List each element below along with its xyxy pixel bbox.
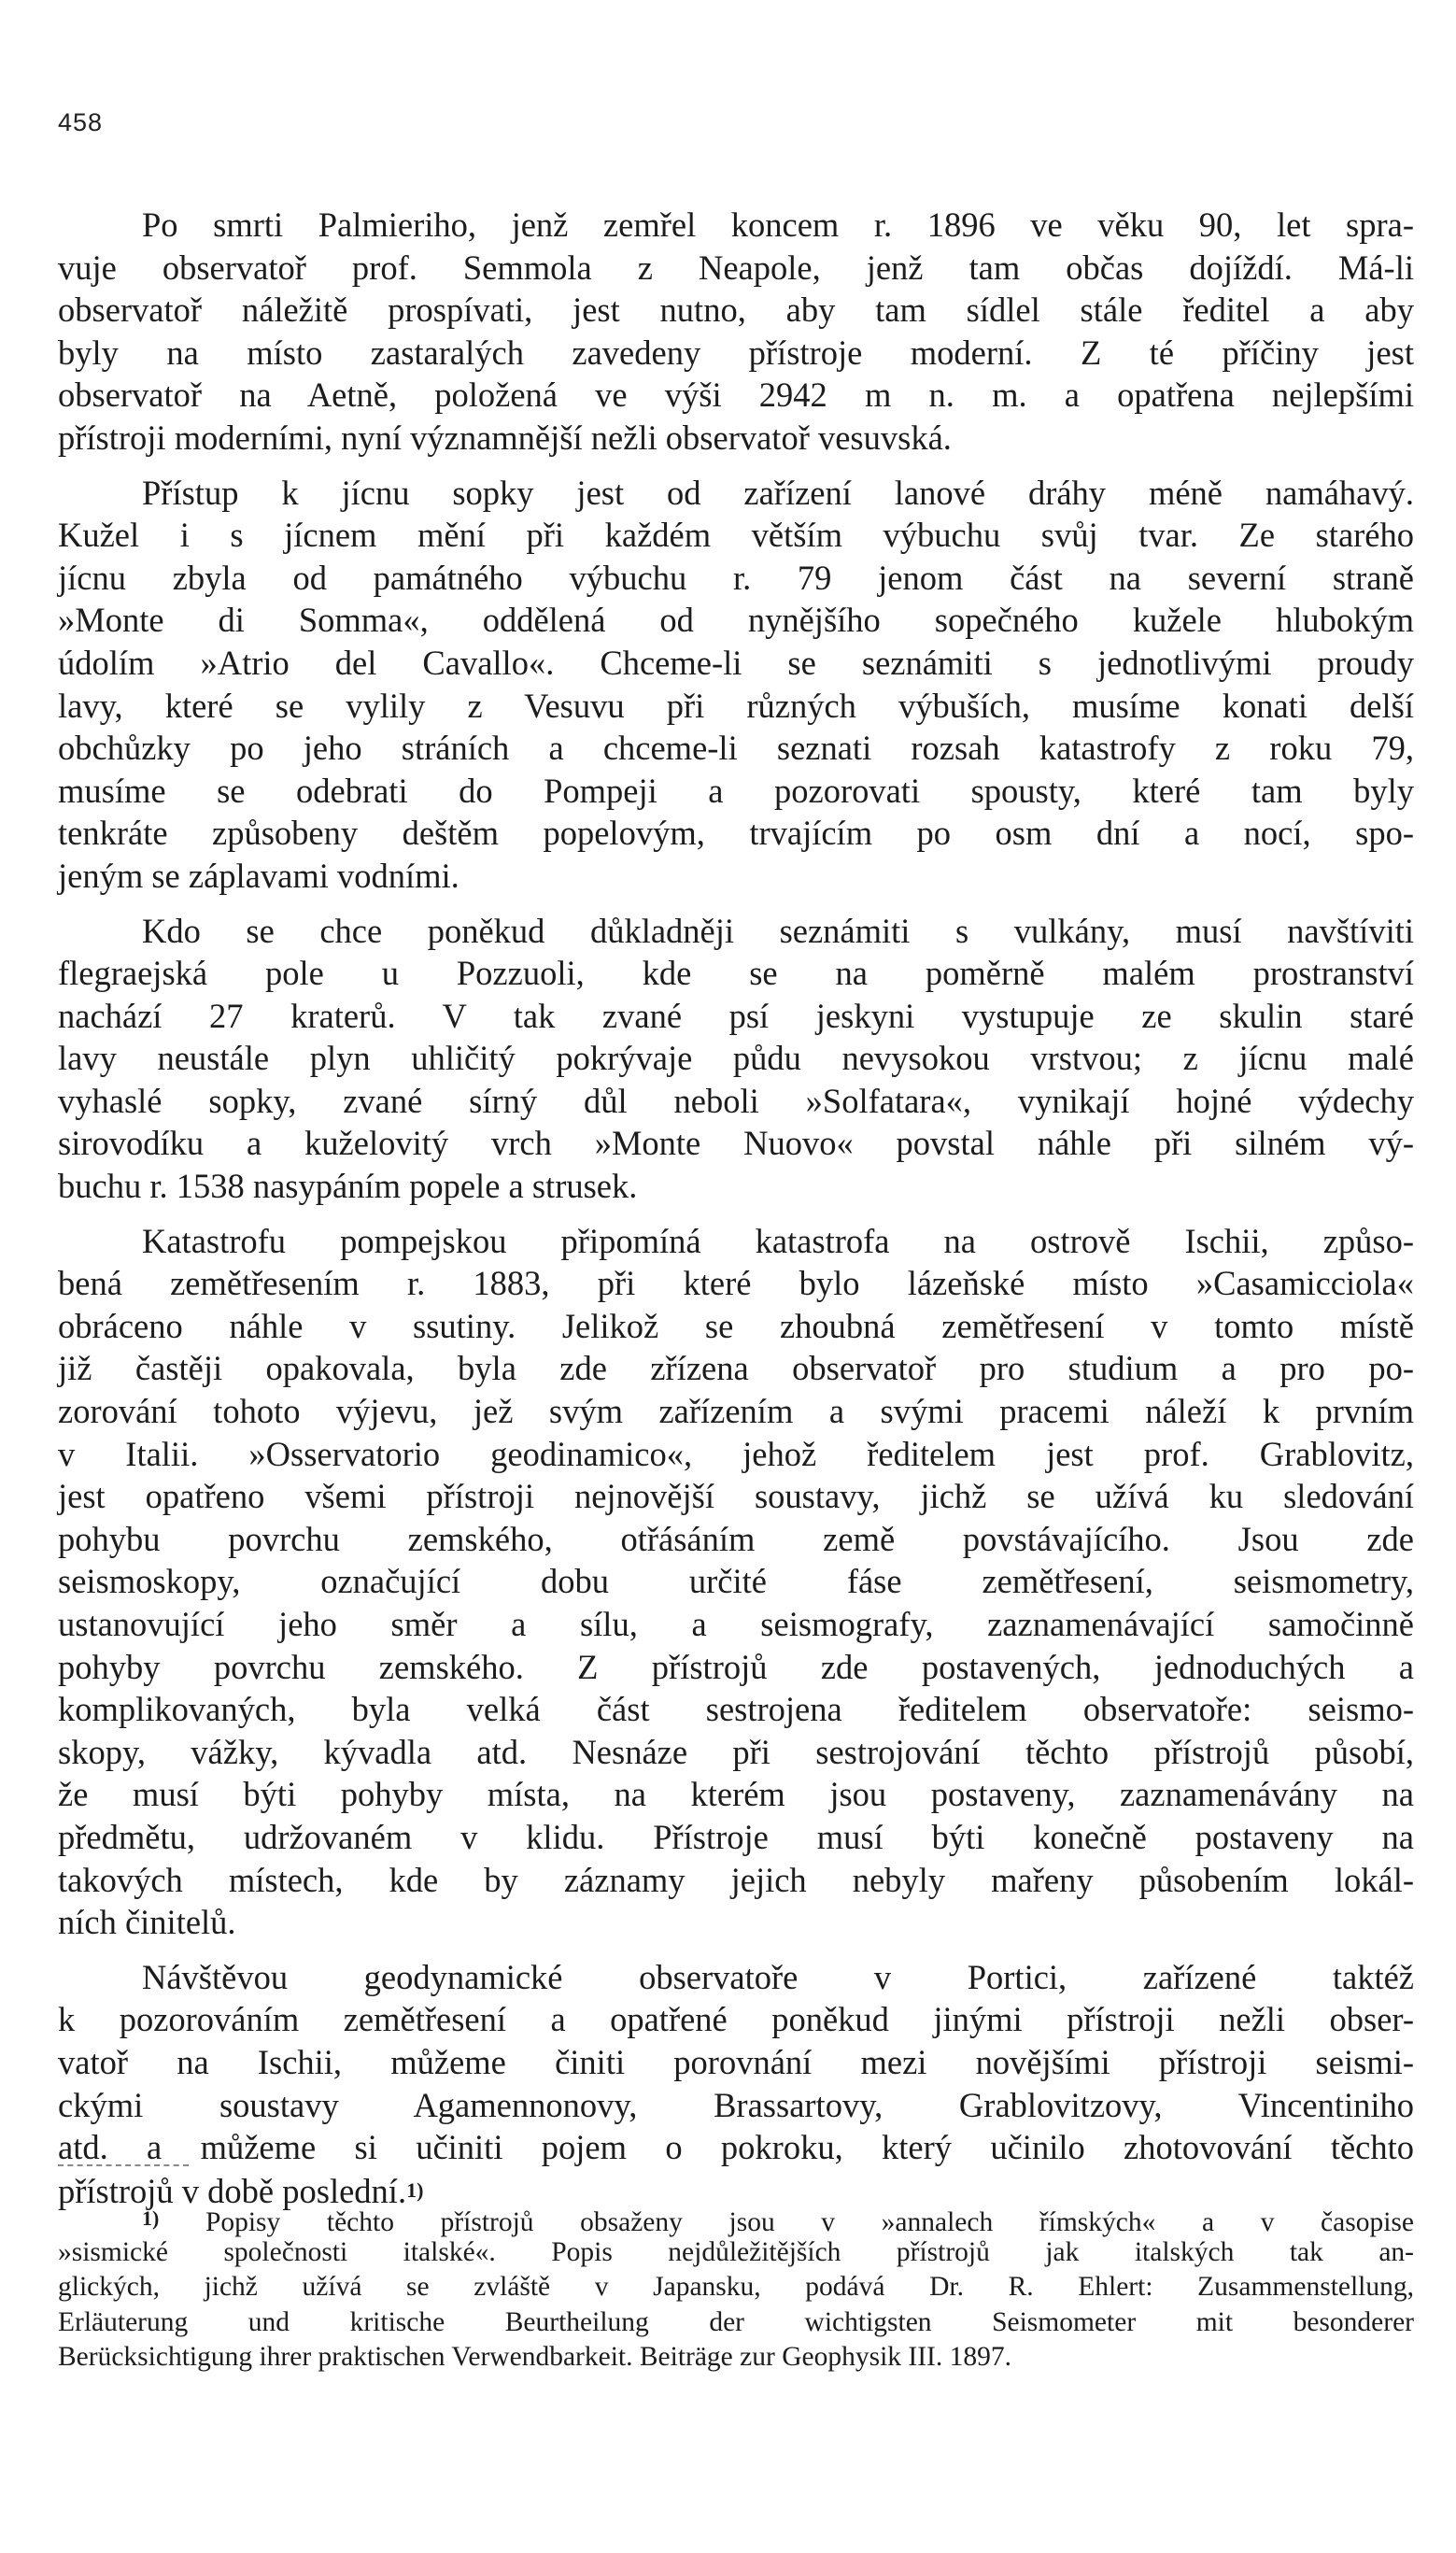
text-line: ustanovující jeho směr a sílu, a seismografy, zaznamenávající samočinně [58,1605,1414,1643]
text-line: skopy, vážky, kývadla atd. Nesnáze při sestrojování těchto přístrojů působí, [58,1732,1414,1771]
paragraph-2 [58,472,1414,898]
text-line: ckými soustavy Agamennonovy, Brassartovy, Grablovitzovy, Vincentiniho [58,2085,1414,2124]
text-line: musíme se odebrati do Pompeji a pozorovati spousty, které tam byly [58,771,1414,810]
text-line: přístrojů v době poslední. [58,2171,407,2210]
text-line: Návštěvou geodynamické observatoře v Portici, zařízené taktéž [142,1957,1414,1996]
text-line: Po smrti Palmieriho, jenž zemřel koncem r. 1896 ve věku 90, let spra- [142,206,1414,244]
text-line: observatoř na Aetně, položená ve výši 2942 m n. m. a opatřena nejlepšími [58,376,1414,415]
text-line: již častěji opakovala, byla zde zřízena observatoř pro studium a pro po- [58,1349,1414,1388]
text-line: ních činitelů. [58,1903,236,1942]
text-line: že musí býti pohyby místa, na kterém jsou postaveny, zaznamenávány na [58,1775,1414,1814]
text-line: atd. a můžeme si učiniti pojem o pokroku, který učinilo zhotovování těchto [58,2128,1414,2167]
footnote-line: Erläuterung und kritische Beurtheilung der wichtigsten Seismometer mit besonderer [58,2306,1414,2337]
text-line: pohyby povrchu zemského. Z přístrojů zde postavených, jednoduchých a [58,1647,1414,1686]
text-line: jest opatřeno všemi přístroji nejnovější soustavy, jichž se užívá ku sledování [58,1477,1414,1516]
text-line: v Italii. »Osservatorio geodinamico«, jehož ředitelem jest prof. Grablovitz, [58,1434,1414,1473]
text-line: jeným se záplavami vodními. [58,856,459,895]
text-line: vatoř na Ischii, můžeme činiti porovnání mezi novějšími přístroji seismi- [58,2042,1414,2081]
paragraph-3 [58,910,1414,1208]
text-line: komplikovaných, byla velká část sestrojena ředitelem observatoře: seismo- [58,1690,1414,1729]
text-line: sirovodíku a kuželovitý vrch »Monte Nuovo« povstal náhle při silném vý- [58,1124,1414,1163]
footnote-separator [58,2164,189,2166]
text-line: jícnu zbyla od památného výbuchu r. 79 jenom část na severní straně [58,558,1414,597]
text-line: bená zemětřesením r. 1883, při které bylo lázeňské místo »Casamicciola« [58,1264,1414,1303]
footnote-line: »sismické společnosti italské«. Popis nejdůležitějších přístrojů jak italských tak an- [58,2237,1414,2268]
footnote-line: glických, jichž užívá se zvláště v Japansku, podává Dr. R. Ehlert: Zusammenstellung, [58,2272,1414,2303]
text-line: takových místech, kde by záznamy jejich nebyly mařeny působením lokál- [58,1860,1414,1899]
footnote-marker: 1) [142,2206,160,2230]
text-line: »Monte di Somma«, oddělená od nynějšího sopečného kužele hlubokým [58,601,1414,640]
text-line: údolím »Atrio del Cavallo«. Chceme-li se seznámiti s jednotlivými proudy [58,643,1414,682]
text-line: Kdo se chce poněkud důkladněji seznámiti s vulkány, musí navštíviti [142,911,1414,950]
paragraph-1 [58,204,1414,460]
text-line: vuje observatoř prof. Semmola z Neapole, jenž tam občas dojíždí. Má-li [58,248,1414,287]
paragraph-4 [58,1220,1414,1944]
text-line: observatoř náležitě prospívati, jest nutno, aby tam sídlel stále ředitel a aby [58,291,1414,330]
footnote-reference[interactable]: 1) [406,2177,424,2202]
text-line: seismoskopy, označující dobu určité fáse zemětřesení, seismometry, [58,1562,1414,1601]
text-line: Přístup k jícnu sopky jest od zařízení lanové dráhy méně namáhavý. [142,473,1414,512]
page-number: 458 [58,108,104,136]
text-line: přístroji moderními, nyní významnější nežli observatoř vesuvská. [58,418,952,457]
footnote-line [58,2201,1414,2235]
text-line: obchůzky po jeho stráních a chceme-li seznati rozsah katastrofy z roku 79, [58,729,1414,768]
text-line: flegraejská pole u Pozzuoli, kde se na poměrně malém prostranství [58,954,1414,993]
text-line: k pozorováním zemětřesení a opatřené poněkud jinými přístroji nežli obser- [58,2000,1414,2039]
body-text [58,204,1414,2223]
text-line: předmětu, udržovaném v klidu. Přístroje musí býti konečně postaveny na [58,1817,1414,1856]
text-line: buchu r. 1538 nasypáním popele a strusek. [58,1167,638,1206]
text-line: nachází 27 kraterů. V tak zvané psí jeskyni vystupuje ze skulin staré [58,996,1414,1035]
footnote-text: Popisy těchto přístrojů obsaženy jsou v »annalech římských« a v časopise [205,2207,1414,2237]
text-line: zorování tohoto výjevu, jež svým zařízením a svými pracemi náleží k prvním [58,1392,1414,1431]
text-line: Kužel i s jícnem mění při každém větším výbuchu svůj tvar. Ze starého [58,516,1414,555]
text-line: lavy neustále plyn uhličitý pokrývaje půdu nevysokou vrstvou; z jícnu malé [58,1039,1414,1078]
text-line: vyhaslé sopky, zvané sírný důl neboli »Solfatara«, vynikají hojné výdechy [58,1081,1414,1120]
footnote-line: Berücksichtigung ihrer praktischen Verwendbarkeit. Beiträge zur Geophysik III. 1897. [58,2341,1011,2372]
text-line: pohybu povrchu zemského, otřásáním země povstávajícího. Jsou zde [58,1519,1414,1558]
text-line: obráceno náhle v ssutiny. Jelikož se zhoubná zemětřesení v tomto místě [58,1306,1414,1345]
paragraph-5 [58,1956,1414,2212]
footnote [58,2201,1414,2375]
text-line: Katastrofu pompejskou připomíná katastrofa na ostrově Ischii, způso- [142,1221,1414,1260]
text-line: lavy, které se vylily z Vesuvu při různých výbuších, musíme konati delší [58,686,1414,725]
text-line: tenkráte způsobeny deštěm popelovým, trvajícím po osm dní a nocí, spo- [58,814,1414,853]
text-line: byly na místo zastaralých zavedeny přístroje moderní. Z té příčiny jest [58,333,1414,372]
